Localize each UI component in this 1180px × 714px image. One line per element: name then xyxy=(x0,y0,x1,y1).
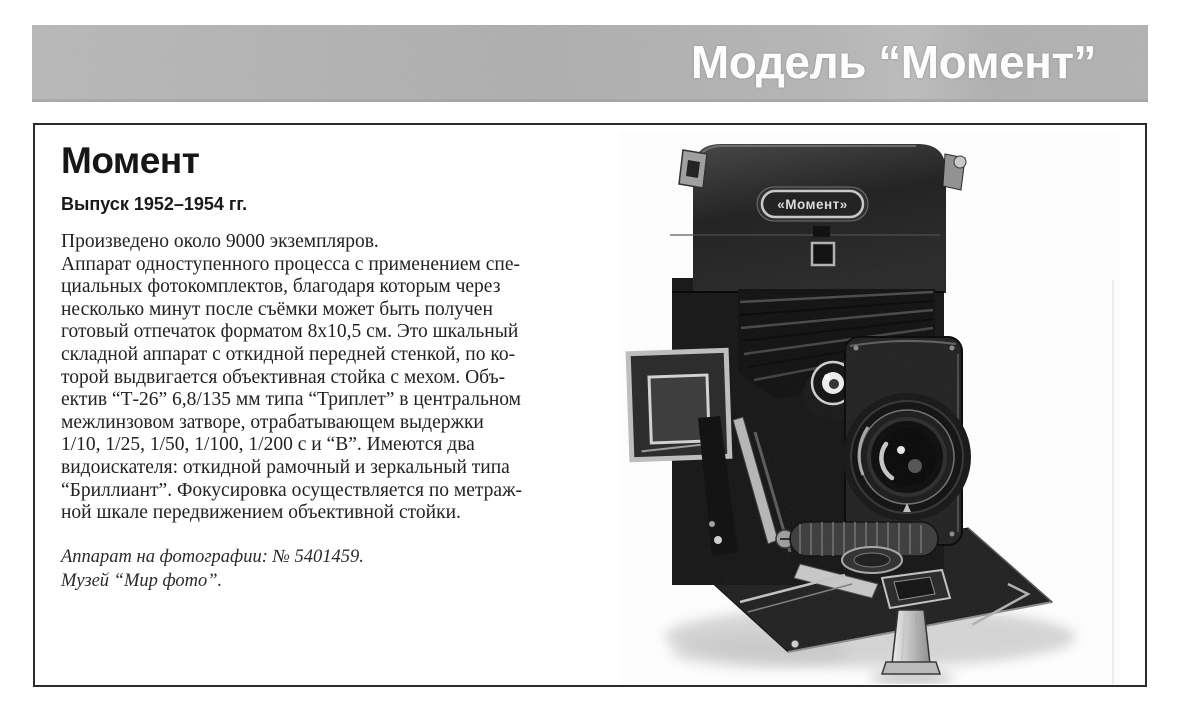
banner-title: Модель “Момент” xyxy=(690,36,1096,88)
article-subtitle: Выпуск 1952–1954 гг. xyxy=(61,194,248,214)
body-line: 1/10, 1/25, 1/50, 1/100, 1/200 с и “В”. Имеются два xyxy=(61,434,475,456)
lens xyxy=(843,393,971,521)
camera-nameplate-label: «Момент» xyxy=(777,197,848,212)
camera-nameplate xyxy=(757,187,868,221)
body-line: ектив “Т-26” 6,8/135 мм типа “Триплет” в центральном xyxy=(61,389,522,411)
caption-line: Музей “Мир фото”. xyxy=(61,570,223,591)
photo-caption xyxy=(61,545,616,593)
camera-illustration xyxy=(620,132,1120,684)
strap-lug xyxy=(679,150,707,188)
body-line: видоискателя: откидной рамочный и зеркальный типа xyxy=(61,456,510,478)
body-line: ной шкале передвижением объективной стойки. xyxy=(61,502,461,524)
body-line: Аппарат одноступенного процесса с применением спе- xyxy=(61,253,521,275)
article-frame xyxy=(33,123,1147,687)
caption-line: Аппарат на фотографии: № 5401459. xyxy=(61,546,364,567)
body-line: межлинзовом затворе, отрабатывающем выдержки xyxy=(61,411,484,433)
latch-notch xyxy=(813,226,830,237)
body-line: циальных фотокомплектов, благодаря которым через xyxy=(61,276,501,298)
winding-knob xyxy=(943,154,966,190)
article-body xyxy=(61,231,616,525)
article-title: Момент xyxy=(61,140,200,181)
header-band xyxy=(32,25,1148,102)
body-line: складной аппарат с откидной передней стенкой, по ко- xyxy=(61,343,516,365)
body-line: несколько минут после съёмки может быть получен xyxy=(61,298,493,320)
body-line: готовый отпечаток форматом 8x10,5 см. Это шкальный xyxy=(61,321,519,343)
article-text-column xyxy=(61,135,616,593)
camera-photo xyxy=(620,132,1120,684)
body-line: торой выдвигается объективная стойка с мехом. Объ- xyxy=(61,366,506,388)
latch xyxy=(812,243,834,265)
body-line: Произведено около 9000 экземпляров. xyxy=(61,231,379,252)
body-line: “Бриллиант”. Фокусировка осуществляется по метраж- xyxy=(61,479,523,501)
